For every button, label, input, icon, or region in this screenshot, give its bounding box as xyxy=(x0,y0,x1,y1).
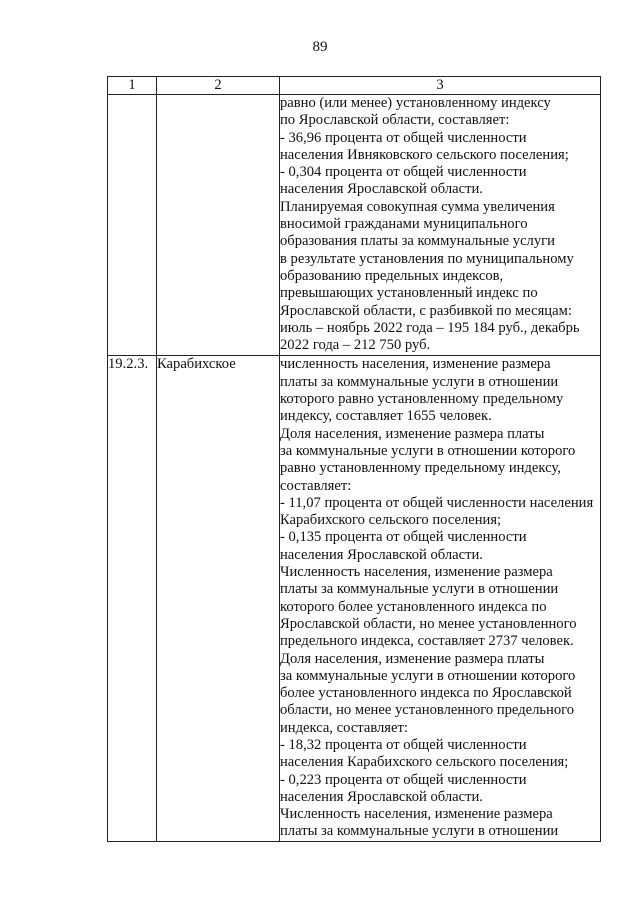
text-line: по Ярославской области, составляет: xyxy=(280,112,510,129)
column-header-2: 2 xyxy=(157,77,280,95)
text-line: населения Ярославской области. xyxy=(280,181,483,198)
text-line: образования платы за коммунальные услуги xyxy=(280,233,555,250)
text-line: численность населения, изменение размера xyxy=(280,356,551,373)
text-line: 2022 года – 212 750 руб. xyxy=(280,337,431,354)
text-line: населения Карабихского сельского поселения; xyxy=(280,754,569,771)
text-line: равно установленному предельному индексу, xyxy=(280,460,561,477)
text-line: Карабихского сельского поселения; xyxy=(280,512,502,529)
text-line: превышающих установленный индекс по xyxy=(280,285,538,302)
text-line: - 36,96 процента от общей численности xyxy=(280,129,527,146)
column-header-3: 3 xyxy=(280,77,601,95)
text-line: за коммунальные услуги в отношении которого xyxy=(280,667,576,684)
page-number: 89 xyxy=(312,39,328,55)
text-line: составляет: xyxy=(280,477,352,494)
text-line: более установленного индекса по Ярославской xyxy=(280,685,572,702)
text-line: - 0,135 процента от общей численности xyxy=(280,529,527,546)
description-cell xyxy=(280,95,601,356)
column-header-1: 1 xyxy=(108,77,157,95)
text-line: индексу, составляет 1655 человек. xyxy=(280,408,492,425)
text-line: Планируемая совокупная сумма увеличения xyxy=(280,198,555,215)
text-line: населения Ярославской области. xyxy=(280,546,483,563)
text-line: Ярославской области, с разбивкой по месяцам: xyxy=(280,302,572,319)
text-line: - 0,304 процента от общей численности xyxy=(280,164,527,181)
text-line: - 11,07 процента от общей численности населения xyxy=(280,494,594,511)
text-line: платы за коммунальные услуги в отношении xyxy=(280,823,559,840)
text-line: населения Ярославской области. xyxy=(280,788,483,805)
text-line: равно (или менее) установленному индексу xyxy=(280,95,551,111)
text-line: населения Ивняковского сельского поселения; xyxy=(280,146,569,163)
description-cell xyxy=(280,356,601,841)
text-line: которого более установленного индекса по xyxy=(280,598,547,615)
table-body xyxy=(108,95,601,842)
text-line: - 18,32 процента от общей численности xyxy=(280,736,527,753)
text-line: индекса, составляет: xyxy=(280,719,408,736)
text-line: которого равно установленному предельному xyxy=(280,391,564,408)
table-header-row xyxy=(108,77,601,95)
text-line: платы за коммунальные услуги в отношении xyxy=(280,373,559,390)
table-row xyxy=(108,95,601,356)
text-line: Ярославской области, но менее установленного xyxy=(280,615,577,632)
text-line: Численность населения, изменение размера xyxy=(280,806,553,823)
settlement-name-cell xyxy=(157,95,280,356)
row-number-cell: 19.2.3. xyxy=(108,356,157,841)
text-line: за коммунальные услуги в отношении которого xyxy=(280,442,576,459)
text-line: области, но менее установленного предельного xyxy=(280,702,575,719)
text-line: - 0,223 процента от общей численности xyxy=(280,771,527,788)
text-line: Доля населения, изменение размера платы xyxy=(280,425,545,442)
settlement-name-cell: Карабихское xyxy=(157,356,280,841)
text-line: образованию предельных индексов, xyxy=(280,267,504,284)
text-line: в результате установления по муниципальному xyxy=(280,250,574,267)
data-table xyxy=(107,76,601,842)
text-line: вносимой гражданами муниципального xyxy=(280,216,528,233)
text-line: июль – ноябрь 2022 года – 195 184 руб., декабрь xyxy=(280,319,580,336)
text-line: платы за коммунальные услуги в отношении xyxy=(280,581,559,598)
text-line: предельного индекса, составляет 2737 человек. xyxy=(280,633,574,650)
text-line: Численность населения, изменение размера xyxy=(280,564,553,581)
row-number-cell xyxy=(108,95,157,356)
table-row xyxy=(108,356,601,841)
text-line: Доля населения, изменение размера платы xyxy=(280,650,545,667)
